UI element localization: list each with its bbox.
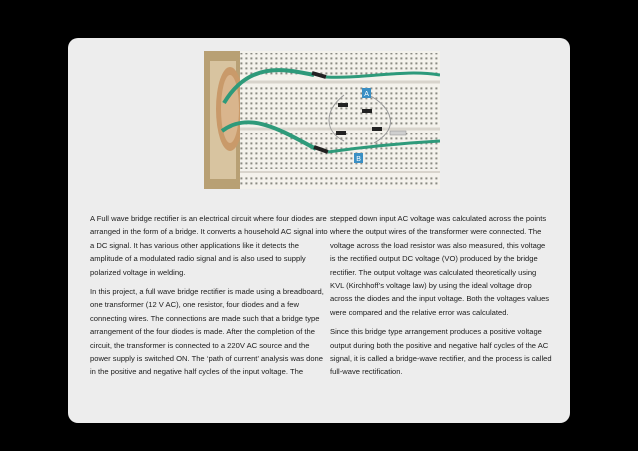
breadboard-photo xyxy=(204,51,440,189)
diode-3 xyxy=(372,127,382,131)
right-paragraph-1: stepped down input AC voltage was calculated across the points where the output wires of the transformer were connected. The voltage across the load resistor was also measured, this voltage is the rectified output DC voltage (VO) produced by the bridge rectifier. The output voltage was calculated theoretically using KVL (Kirchhoff’s voltage law) by using the ideal voltage drop across the diodes and the input voltage. Both the voltages values were compared and the relative error was calculated. xyxy=(330,214,550,317)
diode-1 xyxy=(338,103,348,107)
diode-4 xyxy=(362,109,372,113)
label-a: A xyxy=(364,91,369,98)
left-paragraph-1: A Full wave bridge rectifier is an electrical circuit where four diodes are arranged in the form of a bridge. It converts a household AC signal into a DC signal. It has various other applications like it detects the amplitude of a modulated radio signal and is also used to supply polarized voltage in welding. xyxy=(90,214,328,277)
resistor xyxy=(390,131,406,135)
diode-2 xyxy=(336,131,346,135)
breadboard-illustration xyxy=(204,51,440,189)
label-b: B xyxy=(356,156,361,163)
left-paragraph-2: In this project, a full wave bridge rectifier is made using a breadboard, one transformer (12 V AC), one resistor, four diodes and a few connecting wires. The connections are made such that a bridge type arrangement of the four diodes is made. After the completion of the circuit, the transformer is connected to a 220V AC source and the power supply is switched ON. The ‘path of current’ analysis was done in the positive and negative half cycles of the input voltage. The xyxy=(90,287,324,377)
right-paragraph-2: Since this bridge type arrangement produces a positive voltage output during both the positive and negative half cycles of the AC signal, it is called a bridge-wave rectifier, and the process is called full-wave rectification. xyxy=(330,327,552,377)
left-text-column xyxy=(90,212,330,385)
right-text-column xyxy=(330,212,552,385)
